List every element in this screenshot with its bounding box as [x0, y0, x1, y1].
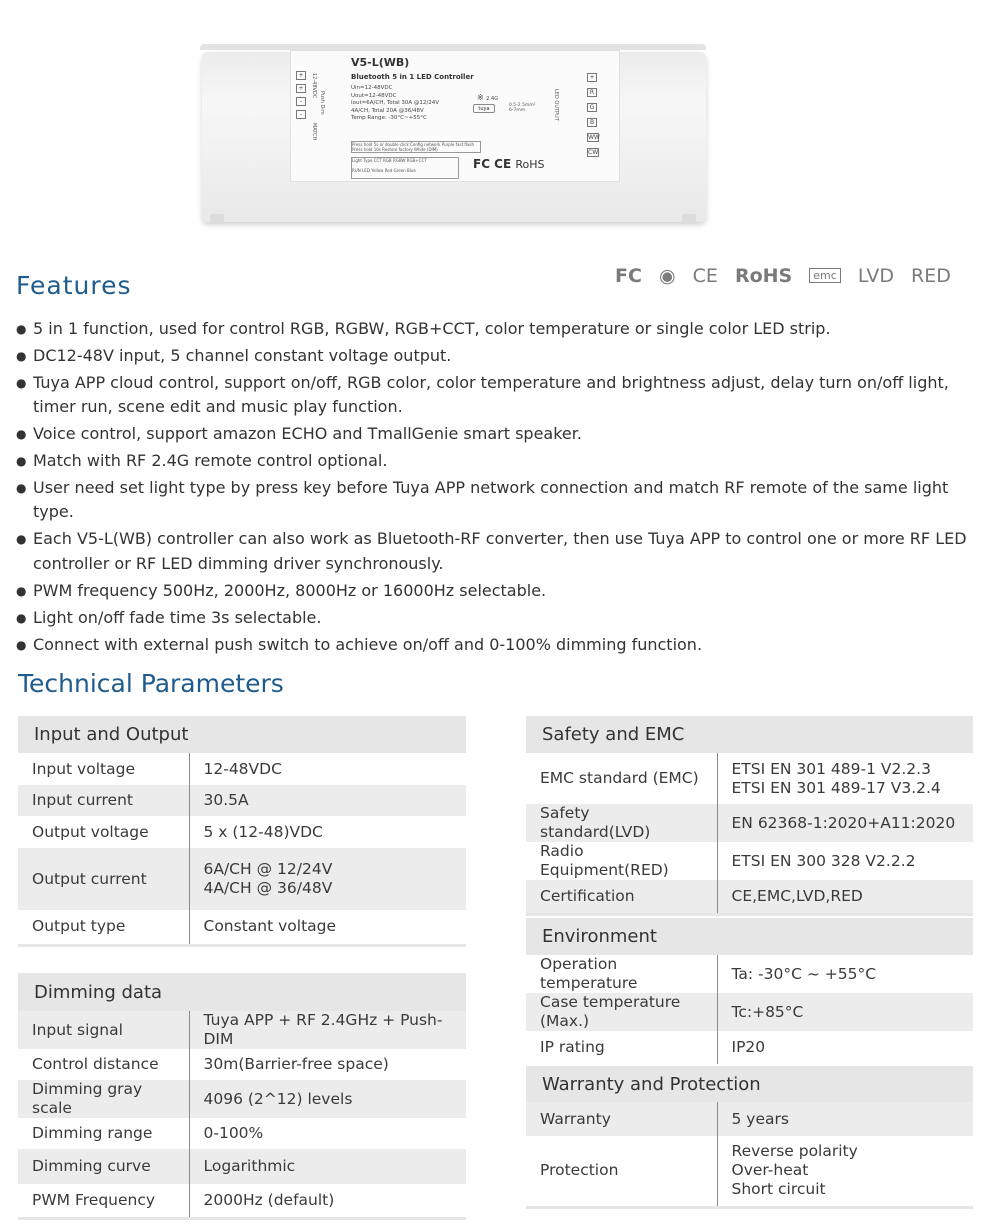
environment-table [526, 918, 973, 1064]
terminal: + [296, 71, 306, 80]
wire-spec: 0.5-2.5mm² 6-7mm [509, 103, 536, 113]
param-value: 6A/CH @ 12/24V 4A/CH @ 36/48V [189, 848, 466, 910]
param-value: Logarithmic [189, 1149, 466, 1184]
param-label: Dimming curve [18, 1149, 189, 1184]
param-value: Reverse polarity Over-heat Short circuit [717, 1136, 973, 1207]
param-value: Tc:+85°C [717, 993, 973, 1031]
bluetooth-icon: ※ 2.4G [477, 93, 499, 102]
param-label: Case temperature (Max.) [526, 993, 717, 1031]
param-value: ETSI EN 300 328 V2.2.2 [731, 851, 916, 870]
param-value: Tuya APP + RF 2.4GHz + Push-DIM [189, 1011, 466, 1049]
terminal: R [587, 88, 597, 97]
param-label: Input voltage [18, 753, 189, 785]
feature-item: ● Voice control, support amazon ECHO and TmallGenie smart speaker. [16, 422, 986, 447]
warranty-table [526, 1066, 973, 1209]
param-label: IP rating [526, 1031, 717, 1064]
terminal: + [296, 84, 306, 93]
param-label: PWM Frequency [18, 1184, 189, 1218]
param-label: EMC standard (EMC) [526, 753, 717, 804]
param-label: Dimming gray scale [18, 1080, 189, 1118]
terminal: WW [588, 134, 600, 141]
io-table-header: Input and Output [18, 716, 466, 753]
dimming-table [18, 973, 466, 1220]
rohs-logo: RoHS [734, 265, 793, 287]
terminal: CW [588, 149, 599, 156]
tuya-logo: tuya [473, 104, 495, 113]
safety-table-header: Safety and EMC [526, 716, 973, 753]
features-list [16, 317, 986, 659]
red-logo: RED [911, 265, 951, 287]
ce-logo: CE [692, 265, 718, 287]
param-label: Output voltage [18, 816, 189, 848]
feature-item: ● PWM frequency 500Hz, 2000Hz, 8000Hz or 16000Hz selectable. [16, 579, 986, 604]
feature-item: ● User need set light type by press key before Tuya APP network connection and match RF remote of the same light type. [16, 476, 986, 525]
terminal: B [587, 118, 597, 127]
terminal: - [296, 110, 306, 119]
param-value: 0-100% [203, 1124, 264, 1142]
param-label: Protection [526, 1136, 717, 1207]
label-key-table: Press hold 5s or double click Config network Purple fast flash Press hold 10s Restore factory White (DIM) [351, 141, 481, 153]
output-label: LED OUTPUT [553, 89, 559, 121]
param-value: CE,EMC,LVD,RED [717, 880, 973, 914]
param-label: Input signal [18, 1011, 189, 1049]
param-label: Radio Equipment(RED) [526, 842, 717, 880]
param-label: Warranty [526, 1102, 717, 1136]
mounting-ear-left [210, 214, 224, 224]
label-cert: FC CE RoHS [473, 157, 545, 171]
feature-item: ● Match with RF 2.4G remote control optional. [16, 449, 986, 474]
feature-item: ● Each V5-L(WB) controller can also work as Bluetooth-RF converter, then use Tuya APP to control one or more RF LED controller or RF LED dimming driver synchronously. [16, 527, 986, 576]
param-label: Output current [18, 848, 189, 910]
label-model: V5-L(WB) [351, 56, 410, 69]
param-value: IP20 [731, 1038, 766, 1056]
param-value: ETSI EN 301 489-1 V2.2.3 ETSI EN 301 489-17 V3.2.4 [731, 759, 941, 797]
cert-mark-icon: ◉ [658, 265, 676, 287]
param-label: Output type [18, 910, 189, 945]
terminal: + [587, 73, 597, 82]
fcc-logo: FC [615, 265, 642, 287]
param-value: 2000Hz (default) [189, 1184, 466, 1218]
param-value: EN 62368-1:2020+A11:2020 [717, 804, 973, 842]
feature-item: ● DC12-48V input, 5 channel constant voltage output. [16, 344, 986, 369]
match-label: MATCH [311, 123, 317, 141]
feature-item: ● Connect with external push switch to achieve on/off and 0-100% dimming function. [16, 633, 986, 658]
param-value: 5 x (12-48)VDC [203, 822, 323, 841]
tech-title: Technical Parameters [18, 669, 284, 698]
param-value: 4096 (2^12) levels [189, 1080, 466, 1118]
environment-table-header: Environment [526, 918, 973, 955]
param-label: Safety standard(LVD) [526, 804, 717, 842]
feature-item: ● Tuya APP cloud control, support on/off, RGB color, color temperature and brightness adjust, delay turn on/off light, timer run, scene edit and music play function. [16, 371, 986, 420]
feature-item: ● Light on/off fade time 3s selectable. [16, 606, 986, 631]
lvd-logo: LVD [857, 265, 894, 287]
push-label: Push Dim [319, 91, 325, 115]
param-value: Constant voltage [189, 910, 466, 945]
param-value: 5 years [717, 1102, 973, 1136]
param-value: 30m(Barrier-free space) [203, 1055, 389, 1073]
label-subtitle: Bluetooth 5 in 1 LED Controller [351, 73, 474, 81]
safety-table [526, 716, 973, 916]
param-label: Control distance [18, 1049, 189, 1080]
input-label: 12-48VDC [311, 73, 317, 99]
features-title: Features [16, 271, 132, 300]
param-label: Dimming range [18, 1118, 189, 1149]
param-label: Operation temperature [526, 955, 717, 993]
product-label [290, 50, 620, 182]
terminal: G [587, 103, 597, 112]
param-value: 30.5A [189, 785, 466, 816]
param-label: Input current [18, 785, 189, 816]
param-value: 12-48VDC [203, 759, 282, 778]
dimming-table-header: Dimming data [18, 973, 466, 1011]
param-value: Ta: -30°C ~ +55°C [731, 964, 877, 983]
label-light-type-table: Light Type CCT RGB RGBW RGB+CCT RUN LED Yellow Red Green Blue [351, 157, 459, 179]
feature-item: ● 5 in 1 function, used for control RGB, RGBW, RGB+CCT, color temperature or single color LED strip. [16, 317, 986, 342]
io-table [18, 716, 466, 947]
warranty-table-header: Warranty and Protection [526, 1066, 973, 1102]
emc-logo: emc [809, 268, 841, 283]
label-spec: Uin=12-48VDC Uout=12-48VDC Iout=6A/CH, Total 30A @12/24V 4A/CH, Total 20A @36/48V Temp Range: -30°C~+55°C [351, 85, 440, 121]
terminal: - [296, 97, 306, 106]
mounting-ear-right [682, 214, 696, 224]
cert-logos [615, 265, 962, 287]
product-image [200, 44, 706, 220]
param-label: Certification [526, 880, 717, 914]
